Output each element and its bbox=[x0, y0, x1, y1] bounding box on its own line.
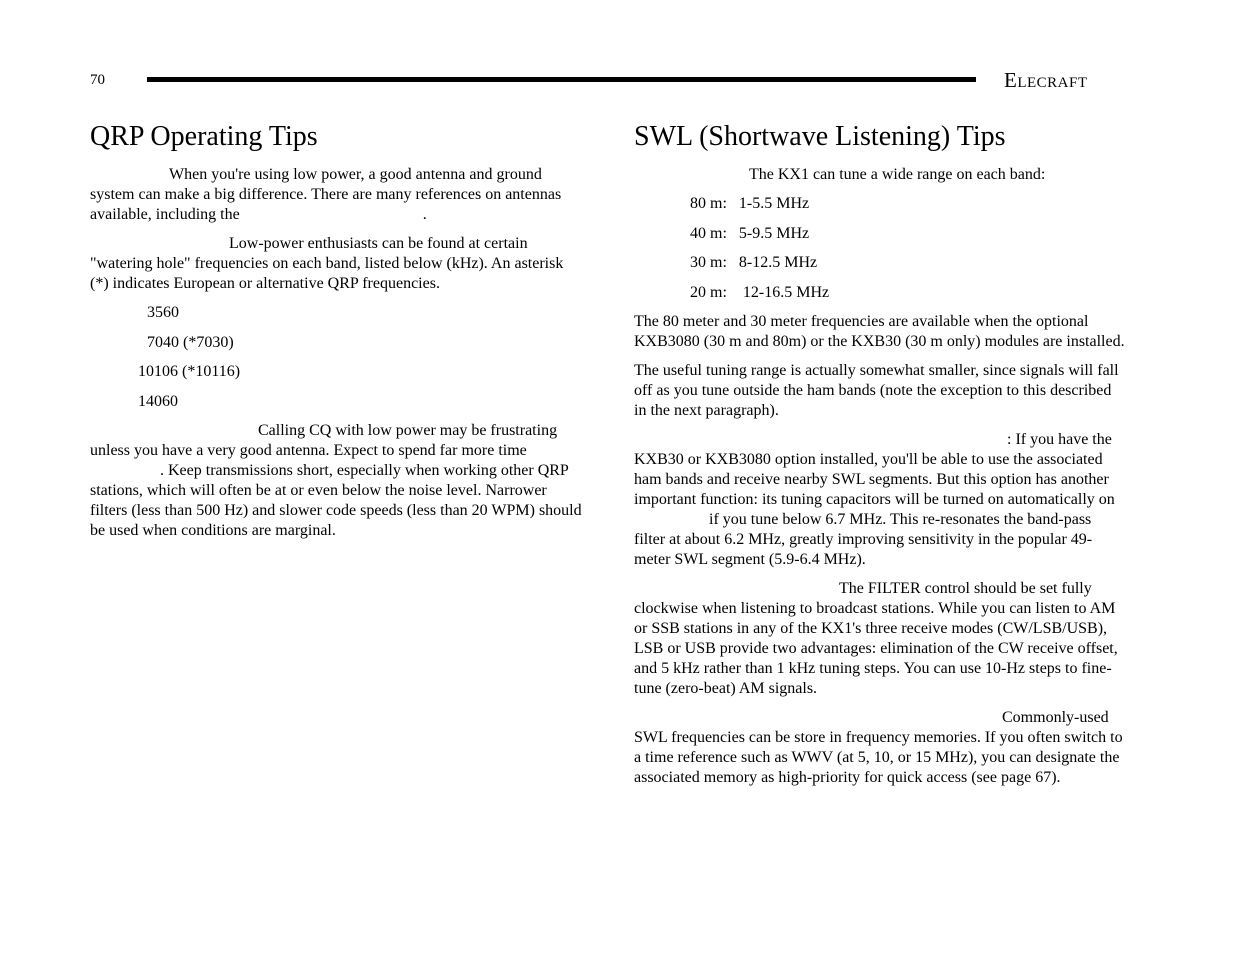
qrp-watering-text: Low-power enthusiasts can be found at certain "watering hole" frequencies on each band, listed below (kHz). An asterisk (*) indicates European or alternative QRP frequencies. bbox=[90, 235, 564, 292]
qrp-antenna-text: When you're using low power, a good antenna and ground system can make a big difference. There are many references on antennas available, including the bbox=[90, 166, 562, 223]
swl-useful-range-paragraph: The useful tuning range is actually somewhat smaller, since signals will fall off as you tune outside the ham bands (note the exception to this described in the next paragraph). bbox=[634, 362, 1119, 419]
page-number: 70 bbox=[90, 72, 105, 88]
band-label: 80 m: bbox=[690, 195, 727, 212]
qrp-freq-item: 10106 (*10116) bbox=[138, 363, 241, 380]
swl-filter-text: The FILTER control should be set fully clockwise when listening to broadcast stations. While you can listen to AM or SSB stations in any of the KX1's three receive modes (CW/LSB/USB), LSB or USB provide two advantages: elimination of the CW receive offset, and 5 kHz rather than 1 kHz tuning steps. You can use 10-Hz steps to fine-tune (zero-beat) AM signals. bbox=[634, 580, 1118, 697]
header-rule bbox=[147, 77, 976, 82]
qrp-freq-item: 7040 (*7030) bbox=[147, 333, 234, 351]
swl-band-row bbox=[634, 194, 1126, 214]
brand-initial: E bbox=[1004, 68, 1018, 92]
swl-title: SWL (Shortwave Listening) Tips bbox=[634, 121, 1006, 152]
band-range: 1-5.5 MHz bbox=[738, 195, 810, 212]
brand-rest: LECRAFT bbox=[1017, 75, 1088, 91]
band-range: 5-9.5 MHz bbox=[738, 224, 810, 242]
swl-band-row bbox=[634, 283, 1126, 303]
qrp-title: QRP Operating Tips bbox=[90, 121, 318, 152]
swl-band-row bbox=[634, 224, 1126, 244]
right-column bbox=[634, 120, 1126, 797]
qrp-freq-item: 14060 bbox=[138, 392, 178, 410]
swl-option-paragraph bbox=[634, 430, 1126, 570]
qrp-calling-paragraph bbox=[90, 421, 582, 541]
swl-band-row bbox=[634, 253, 1126, 273]
swl-option-text-b: if you tune below 6.7 MHz. This re-resonates the band-pass filter at about 6.2 MHz, greatly improving sensitivity in the popular 49-meter SWL segment (5.9-6.4 MHz). bbox=[634, 511, 1093, 568]
swl-range-paragraph bbox=[634, 165, 1126, 185]
band-label: 40 m: bbox=[690, 224, 727, 242]
swl-modules-paragraph: The 80 meter and 30 meter frequencies are available when the optional KXB3080 (30 m and 80m) or the KXB30 (30 m only) modules are installed. bbox=[634, 313, 1125, 350]
swl-memories-text: Commonly-used SWL frequencies can be store in frequency memories. If you often switch to a time reference such as WWV (at 5, 10, or 15 MHz), you can designate the associated memory as high-priority for quick access (see page 67). bbox=[634, 709, 1123, 786]
qrp-antenna-end: . bbox=[422, 206, 427, 223]
qrp-calling-text-a: Calling CQ with low power may be frustrating unless you have a very good antenna. Expect to spend far more time bbox=[90, 422, 558, 459]
qrp-freq-item: 3560 bbox=[147, 304, 179, 321]
qrp-antenna-paragraph bbox=[90, 165, 582, 225]
swl-memories-paragraph bbox=[634, 708, 1126, 788]
swl-range-text: The KX1 can tune a wide range on each band: bbox=[749, 166, 1046, 183]
swl-option-text-a: : If you have the KXB30 or KXB3080 option installed, you'll be able to use the associated ham bands and receive nearby SWL segments. But this option has another important function: its tuning capacitors will be turned on automatically on bbox=[634, 431, 1115, 508]
band-range: 12-16.5 MHz bbox=[742, 283, 830, 301]
band-label: 30 m: bbox=[690, 254, 727, 271]
brand-name bbox=[1004, 68, 1088, 93]
band-range: 8-12.5 MHz bbox=[738, 254, 818, 271]
left-column bbox=[90, 120, 582, 550]
qrp-calling-text-b: . Keep transmissions short, especially when working other QRP stations, which will often be at or even below the noise level. Narrower filters (less than 500 Hz) and slower code speeds (less than 20 WPM) should be used when conditions are marginal. bbox=[90, 462, 582, 539]
qrp-watering-paragraph bbox=[90, 234, 582, 294]
swl-filter-paragraph bbox=[634, 579, 1126, 699]
band-label: 20 m: bbox=[690, 283, 727, 301]
